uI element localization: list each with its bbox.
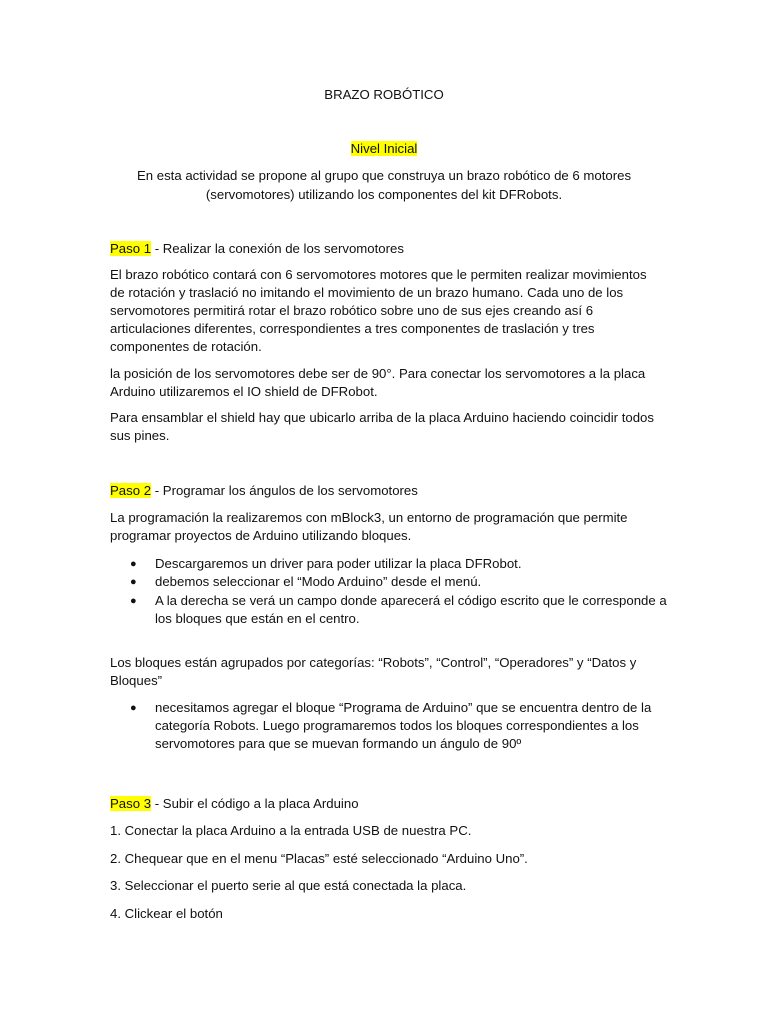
step-line: 2. Chequear que en el menu “Placas” esté seleccionado “Arduino Uno”. <box>110 851 528 866</box>
paso1-heading <box>110 240 404 258</box>
paragraph-line: Bloques” <box>110 673 163 688</box>
bullet-icon: ● <box>130 558 137 570</box>
paragraph-line: de rotación y traslació no imitando el movimiento de un brazo humano. Cada uno de los <box>110 285 624 300</box>
step-line: 1. Conectar la placa Arduino a la entrada USB de nuestra PC. <box>110 823 472 838</box>
level-highlight: Nivel Inicial <box>350 141 418 156</box>
paragraph-line: La programación la realizaremos con mBlock3, un entorno de programación que permite <box>110 510 628 525</box>
intro-line: (servomotores) utilizando los componentes del kit DFRobots. <box>205 187 563 202</box>
paso2-label: Paso 2 <box>110 483 152 498</box>
paso1-label: Paso 1 <box>110 241 152 256</box>
bullet-icon: ● <box>130 576 137 588</box>
intro-line: En esta actividad se propone al grupo que construya un brazo robótico de 6 motores <box>136 168 632 183</box>
bullet-item: categoría Robots. Luego programaremos todos los bloques correspondientes a los <box>155 718 639 733</box>
paso3-label: Paso 3 <box>110 796 152 811</box>
paso1-heading-text: - Realizar la conexión de los servomotores <box>151 241 404 256</box>
paso2-heading <box>110 482 418 500</box>
paragraph-line: Para ensamblar el shield hay que ubicarlo arriba de la placa Arduino haciendo coincidir todos <box>110 410 654 425</box>
paragraph-line: articulaciones diferentes, correspondientes a tres componentes de traslación y tres <box>110 321 595 336</box>
paragraph-line: sus pines. <box>110 428 170 443</box>
bullet-icon: ● <box>130 595 137 607</box>
step-line: 4. Clickear el botón <box>110 906 223 921</box>
bullet-icon: ● <box>130 702 137 714</box>
paragraph-line: Los bloques están agrupados por categorías: “Robots”, “Control”, “Operadores” y “Datos y <box>110 655 637 670</box>
paso3-heading-text: - Subir el código a la placa Arduino <box>151 796 359 811</box>
level-heading <box>0 140 768 158</box>
step-line: 3. Seleccionar el puerto serie al que está conectada la placa. <box>110 878 467 893</box>
bullet-item: los bloques que están en el centro. <box>155 611 360 626</box>
paragraph-line: componentes de rotación. <box>110 339 262 354</box>
document-title: BRAZO ROBÓTICO <box>324 87 444 102</box>
paragraph-line: El brazo robótico contará con 6 servomotores motores que le permiten realizar movimientos <box>110 267 647 282</box>
paso3-heading <box>110 795 359 813</box>
bullet-item: debemos seleccionar el “Modo Arduino” desde el menú. <box>155 574 482 589</box>
bullet-item: A la derecha se verá un campo donde aparecerá el código escrito que le corresponde a <box>155 593 667 608</box>
paso2-heading-text: - Programar los ángulos de los servomotores <box>151 483 418 498</box>
bullet-item: servomotores para que se muevan formando un ángulo de 90º <box>155 736 522 751</box>
paragraph-line: programar proyectos de Arduino utilizando bloques. <box>110 528 412 543</box>
paragraph-line: la posición de los servomotores debe ser de 90°. Para conectar los servomotores a la placa <box>110 366 646 381</box>
bullet-item: Descargaremos un driver para poder utilizar la placa DFRobot. <box>155 556 522 571</box>
paragraph-line: servomotores permitirá rotar el brazo robótico sobre uno de sus ejes creando así 6 <box>110 303 594 318</box>
bullet-item: necesitamos agregar el bloque “Programa de Arduino” que se encuentra dentro de la <box>155 700 652 715</box>
paragraph-line: Arduino utilizaremos el IO shield de DFRobot. <box>110 384 378 399</box>
